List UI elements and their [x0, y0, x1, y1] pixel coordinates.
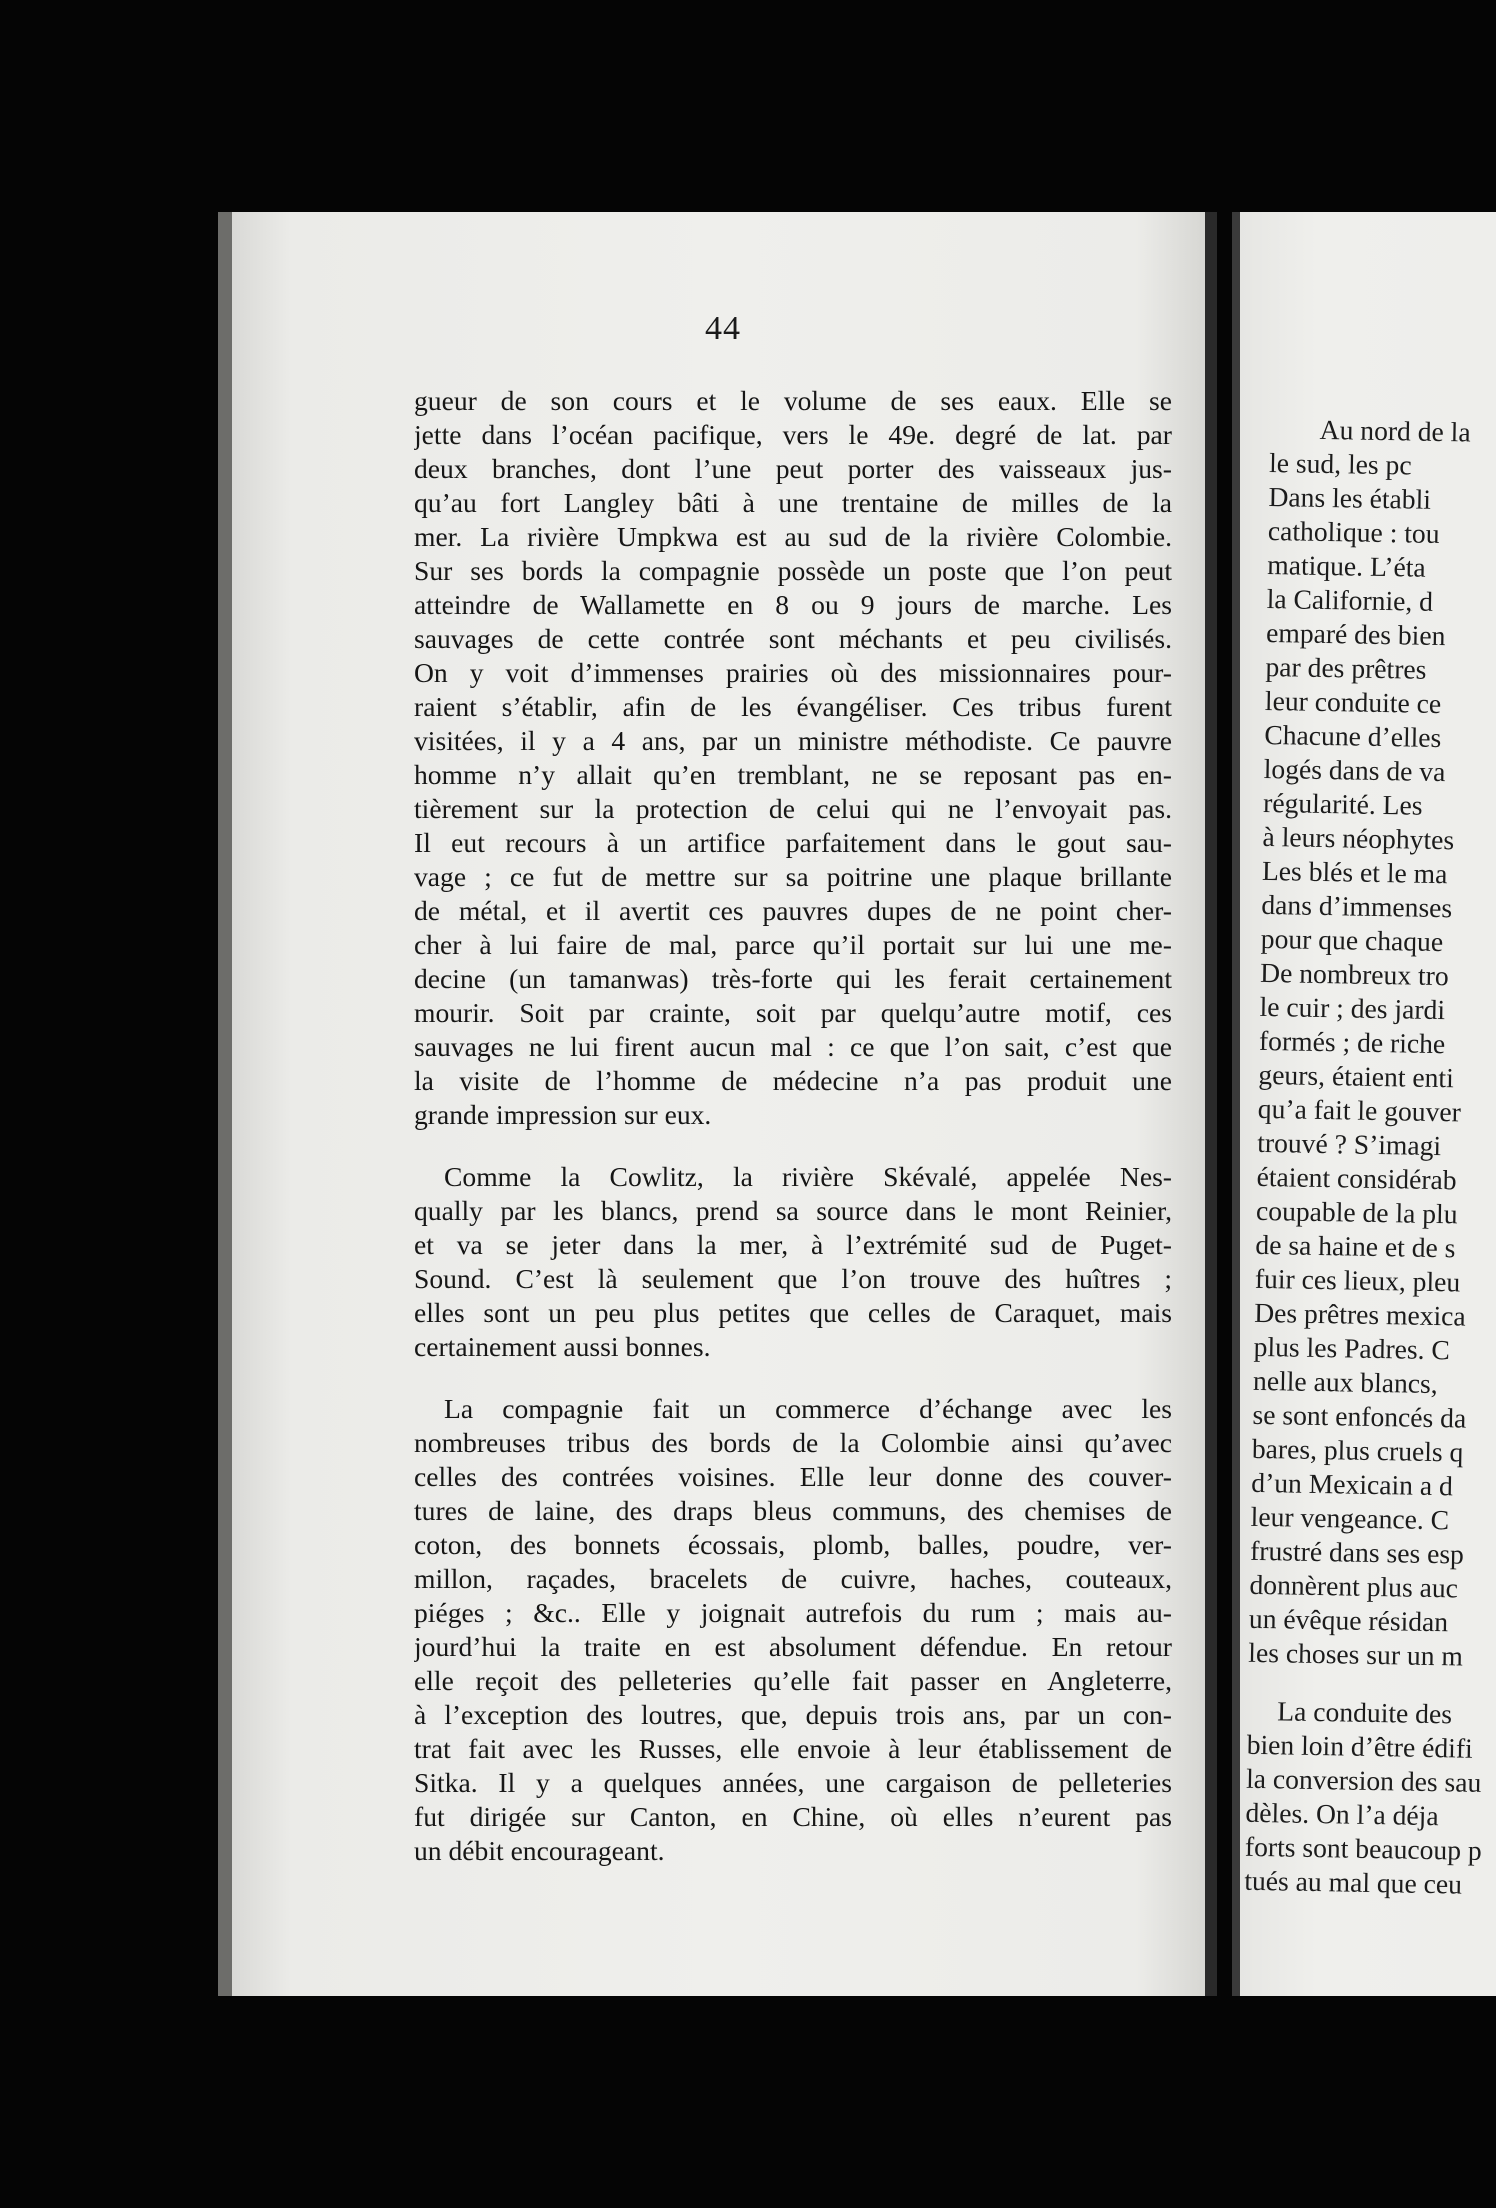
text-line: Comme la Cowlitz, la rivière Skévalé, appelée Nes-: [444, 1161, 1172, 1192]
text-line: formés ; de riche: [1258, 1024, 1446, 1060]
text-line: d’un Mexicain a d: [1251, 1466, 1454, 1502]
text-line: plus les Padres. C: [1253, 1330, 1451, 1366]
text-line: un évêque résidan: [1248, 1602, 1449, 1638]
text-line: visitées, il y a 4 ans, par un ministre méthodiste. Ce pauvre: [414, 725, 1172, 756]
text-line: pour que chaque: [1260, 922, 1444, 958]
text-line: deux branches, dont l’une peut porter des vaisseaux jus-: [414, 453, 1172, 484]
text-line: qu’au fort Langley bâti à une trentaine de milles de la: [414, 487, 1172, 518]
text-line: La conduite des: [1277, 1695, 1453, 1730]
text-line: On y voit d’immenses prairies où des missionnaires pour-: [414, 657, 1172, 688]
paragraph: [1244, 1694, 1496, 1905]
text-line: fuir ces lieux, pleu: [1254, 1262, 1461, 1298]
text-line: trat fait avec les Russes, elle envoie à leur établissement de: [414, 1733, 1172, 1764]
left-page-body: [414, 384, 1172, 1868]
text-line: millon, raçades, bracelets de cuivre, haches, couteaux,: [414, 1563, 1172, 1594]
text-line: Au nord de la: [1319, 413, 1471, 448]
paragraph: [414, 1392, 1172, 1868]
page-number: 44: [705, 310, 741, 347]
text-line: De nombreux tro: [1259, 956, 1449, 992]
text-line: geurs, étaient enti: [1258, 1058, 1455, 1094]
text-line: tures de laine, des draps bleus communs, des chemises de: [414, 1495, 1172, 1526]
text-line: matique. L’éta: [1267, 548, 1426, 583]
text-line: se sont enfoncés da: [1252, 1398, 1467, 1434]
text-line: leur vengeance. C: [1250, 1500, 1450, 1536]
text-line: le sud, les pc: [1268, 446, 1412, 481]
text-line: de sa haine et de s: [1255, 1228, 1456, 1264]
text-line: raient s’établir, afin de les évangéliser. Ces tribus furent: [414, 691, 1172, 722]
text-line: coton, des bonnets écossais, plomb, balles, poudre, ver-: [414, 1529, 1172, 1560]
right-page: [1232, 212, 1496, 1996]
left-page: [218, 212, 1214, 1996]
text-line: qu’a fait le gouver: [1257, 1092, 1462, 1128]
text-line: mourir. Soit par crainte, soit par quelqu’autre motif, ces: [414, 997, 1172, 1028]
text-line: coupable de la plu: [1255, 1194, 1458, 1230]
text-line: régularité. Les: [1262, 786, 1423, 821]
text-line: nelle aux blancs,: [1252, 1364, 1438, 1400]
text-line: gueur de son cours et le volume de ses eaux. Elle se: [414, 385, 1172, 416]
text-line: la visite de l’homme de médecine n’a pas produit une: [414, 1065, 1172, 1096]
text-line: et va se jeter dans la mer, à l’extrémité sud de Puget-: [414, 1229, 1172, 1260]
text-line: la conversion des sau: [1245, 1762, 1482, 1798]
text-line: par des prêtres: [1265, 650, 1427, 685]
text-line: Sur ses bords la compagnie possède un poste que l’on peut: [414, 555, 1172, 586]
text-line: frustré dans ses esp: [1249, 1534, 1465, 1570]
text-line: Dans les établi: [1268, 480, 1432, 515]
text-line: les choses sur un m: [1248, 1636, 1464, 1672]
text-line: à leurs néophytes: [1262, 820, 1455, 856]
text-line: vage ; ce fut de mettre sur sa poitrine une plaque brillante: [414, 861, 1172, 892]
text-line: homme n’y allait qu’en tremblant, ne se reposant pas en-: [414, 759, 1172, 790]
text-line: fut dirigée sur Canton, en Chine, où elles n’eurent pas: [414, 1801, 1172, 1832]
text-line: logés dans de va: [1263, 752, 1446, 788]
text-line: celles des contrées voisines. Elle leur donne des couver-: [414, 1461, 1172, 1492]
paragraph: [1248, 412, 1496, 1677]
text-line: nombreuses tribus des bords de la Colombie ainsi qu’avec: [414, 1427, 1172, 1458]
page-edge: [1205, 212, 1217, 1996]
text-line: dèles. On l’a déja: [1245, 1796, 1439, 1832]
text-line: sauvages ne lui firent aucun mal : ce que l’on sait, c’est que: [414, 1031, 1172, 1062]
text-line: donnèrent plus auc: [1249, 1568, 1459, 1604]
text-line: Chacune d’elles: [1264, 718, 1442, 754]
text-line: tièrement sur la protection de celui qui ne l’envoyait pas.: [414, 793, 1172, 824]
text-line: Des prêtres mexica: [1254, 1296, 1466, 1332]
text-line: tués au mal que ceu: [1244, 1864, 1463, 1900]
text-line: sauvages de cette contrée sont méchants et peu civilisés.: [414, 623, 1172, 654]
paragraph: [414, 384, 1172, 1132]
text-line: Sitka. Il y a quelques années, une cargaison de pelleteries: [414, 1767, 1172, 1798]
text-line: trouvé ? S’imagi: [1256, 1126, 1442, 1162]
text-line: La compagnie fait un commerce d’échange avec les: [444, 1393, 1172, 1424]
right-page-body: [1244, 412, 1496, 1905]
text-line: Sound. C’est là seulement que l’on trouve des huîtres ;: [414, 1263, 1172, 1294]
text-line: atteindre de Wallamette en 8 ou 9 jours de marche. Les: [414, 589, 1172, 620]
text-line: cher à lui faire de mal, parce qu’il portait sur lui une me-: [414, 929, 1172, 960]
text-line: piéges ; &c.. Elle y joignait autrefois du rum ; mais au-: [414, 1597, 1172, 1628]
text-line: un débit encourageant.: [414, 1835, 665, 1866]
text-line: mer. La rivière Umpkwa est au sud de la rivière Colombie.: [414, 521, 1172, 552]
text-line: à l’exception des loutres, que, depuis trois ans, par un con-: [414, 1699, 1172, 1730]
text-line: la Californie, d: [1266, 582, 1434, 617]
text-line: bien loin d’être édifi: [1246, 1728, 1474, 1764]
text-line: de métal, et il avertit ces pauvres dupes de ne point cher-: [414, 895, 1172, 926]
text-line: elles sont un peu plus petites que celles de Caraquet, mais: [414, 1297, 1172, 1328]
text-line: decine (un tamanwas) très-forte qui les ferait certainement: [414, 963, 1172, 994]
text-line: Il eut recours à un artifice parfaitement dans le gout sau-: [414, 827, 1172, 858]
paragraph: [414, 1160, 1172, 1364]
text-line: jette dans l’océan pacifique, vers le 49e. degré de lat. par: [414, 419, 1172, 450]
text-line: dans d’immenses: [1261, 888, 1453, 924]
text-line: emparé des bien: [1265, 616, 1446, 652]
text-line: catholique : tou: [1267, 514, 1440, 549]
text-line: jourd’hui la traite en est absolument défendue. En retour: [414, 1631, 1172, 1662]
text-line: le cuir ; des jardi: [1259, 990, 1446, 1026]
text-line: Les blés et le ma: [1261, 854, 1448, 890]
text-line: grande impression sur eux.: [414, 1099, 712, 1130]
text-line: forts sont beaucoup p: [1244, 1830, 1483, 1866]
text-line: qually par les blancs, prend sa source dans le mont Reinier,: [414, 1195, 1172, 1226]
text-line: leur conduite ce: [1264, 684, 1442, 720]
text-line: elle reçoit des pelleteries qu’elle fait passer en Angleterre,: [414, 1665, 1172, 1696]
text-line: bares, plus cruels q: [1251, 1432, 1464, 1468]
text-line: étaient considérab: [1256, 1160, 1457, 1196]
text-line: certainement aussi bonnes.: [414, 1331, 711, 1362]
